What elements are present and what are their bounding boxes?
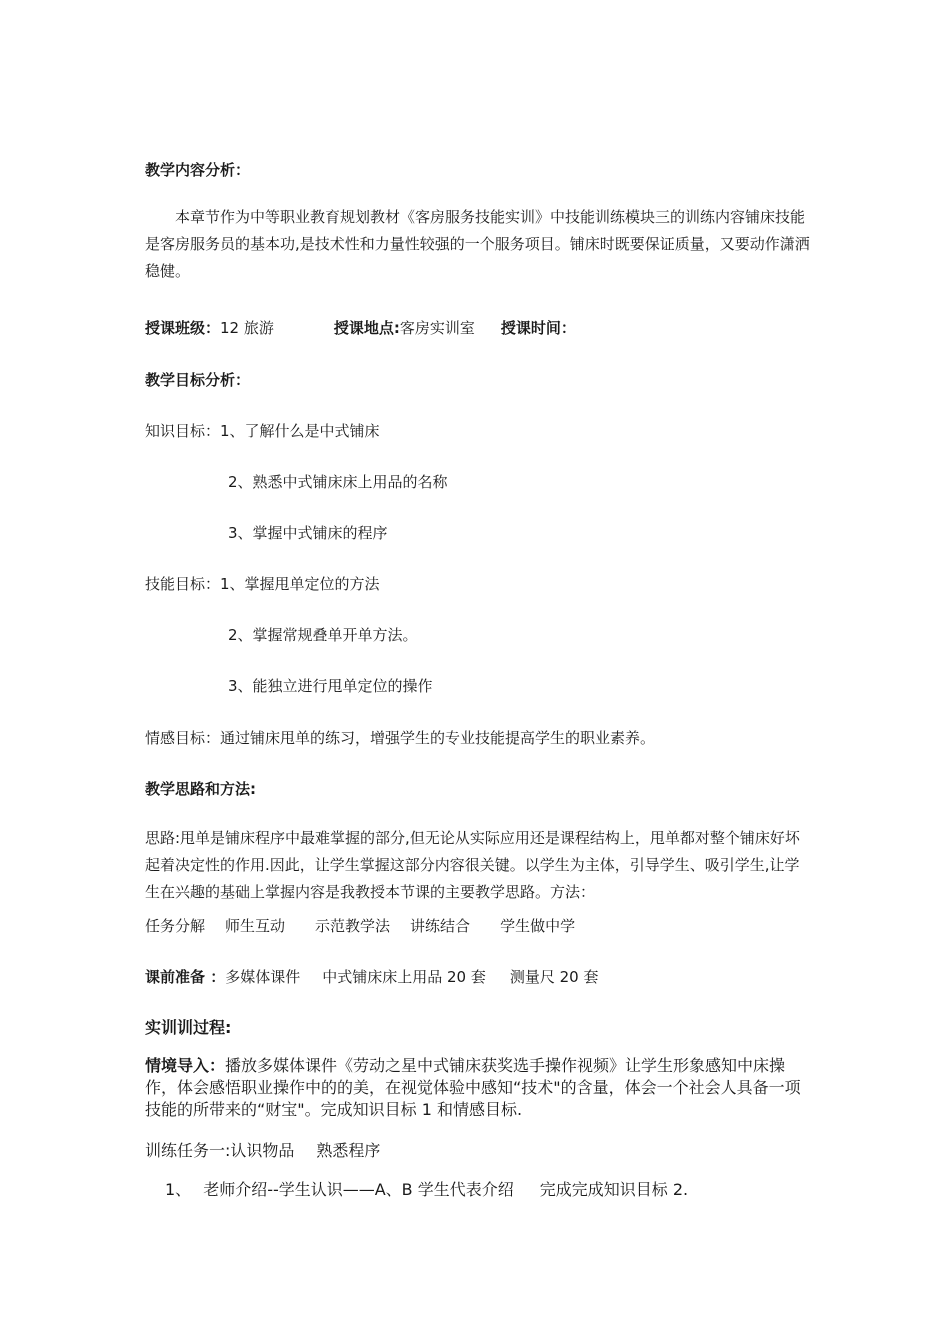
place-label: 授课地点: <box>333 319 400 337</box>
heading-method: 教学思路和方法: <box>145 780 256 798</box>
step1-goal: 完成完成知识目标 2. <box>539 1180 689 1199</box>
knowledge-item: 1、了解什么是中式铺床 <box>220 422 380 440</box>
class-info-line <box>145 318 576 338</box>
content-intro-paragraph: 本章节作为中等职业教育规划教材《客房服务技能实训》中技能训练模块三的训练内容铺床技能是客房服务员的基本功,是技术性和力量性较强的一个服务项目。铺床时既要保证质量，又要动作潇洒稳健。 <box>145 208 810 280</box>
skill-item: 2、掌握常规叠单开单方法。 <box>228 626 418 644</box>
method-item: 示范教学法 <box>315 917 391 935</box>
method-paragraph: 思路:甩单是铺床程序中最难掌握的部分,但无论从实际应用还是课程结构上，甩单都对整个铺床好坏起着决定性的作用.因此，让学生掌握这部分内容很关键。以学生为主体，引导学生、吸引学生,让学生在兴趣的基础上掌握内容是我教授本节课的主要教学思路。方法： <box>145 829 800 901</box>
scenario-paragraph <box>145 1055 810 1121</box>
scenario-label: 情境导入： <box>145 1056 226 1075</box>
class-label: 授课班级： <box>145 319 221 337</box>
prep-item: 测量尺 20 套 <box>509 968 599 986</box>
method-item: 师生互动 <box>225 917 286 935</box>
place-value: 客房实训室 <box>399 319 475 337</box>
task1-subtitle: 熟悉程序 <box>316 1141 381 1160</box>
knowledge-item: 2、熟悉中式铺床床上用品的名称 <box>228 473 448 491</box>
knowledge-goal-line <box>145 421 380 441</box>
skill-label: 技能目标： <box>145 575 221 593</box>
heading-goals-analysis: 教学目标分析： <box>145 371 251 389</box>
method-item: 讲练结合 <box>410 917 471 935</box>
method-item: 学生做中学 <box>500 917 576 935</box>
class-value: 12 旅游 <box>220 319 274 337</box>
scenario-text: 播放多媒体课件《劳动之星中式铺床获奖选手操作视频》让学生形象感知中床操作，体会感悟职业操作中的的美，在视觉体验中感知“技术"的含量，体会一个社会人具备一项技能的所带来的“财宝"。完成知识目标 1 和情感目标. <box>145 1056 801 1119</box>
prep-line <box>145 967 599 987</box>
step1-line <box>165 1180 688 1200</box>
time-label: 授课时间： <box>500 319 576 337</box>
skill-goal-line <box>145 574 380 594</box>
knowledge-item: 3、掌握中式铺床的程序 <box>228 524 388 542</box>
skill-item: 3、能独立进行甩单定位的操作 <box>228 677 433 695</box>
task1-title: 训练任务一:认识物品 <box>145 1141 295 1160</box>
skill-item: 1、掌握甩单定位的方法 <box>220 575 380 593</box>
prep-item: 多媒体课件 <box>225 968 301 986</box>
step1-text: 老师介绍--学生认识——A、B 学生代表介绍 <box>203 1180 514 1199</box>
heading-process: 实训训过程: <box>145 1018 232 1037</box>
prep-item: 中式铺床床上用品 20 套 <box>322 968 486 986</box>
prep-label: 课前准备 ： <box>145 968 226 986</box>
heading-content-analysis: 教学内容分析： <box>145 161 251 179</box>
methods-list <box>145 916 575 936</box>
step1-number: 1、 <box>165 1180 192 1199</box>
knowledge-label: 知识目标： <box>145 422 221 440</box>
method-item: 任务分解 <box>145 917 206 935</box>
emotion-goal-line: 情感目标：通过铺床甩单的练习，增强学生的专业技能提高学生的职业素养。 <box>145 729 656 747</box>
task1-line <box>145 1141 380 1161</box>
